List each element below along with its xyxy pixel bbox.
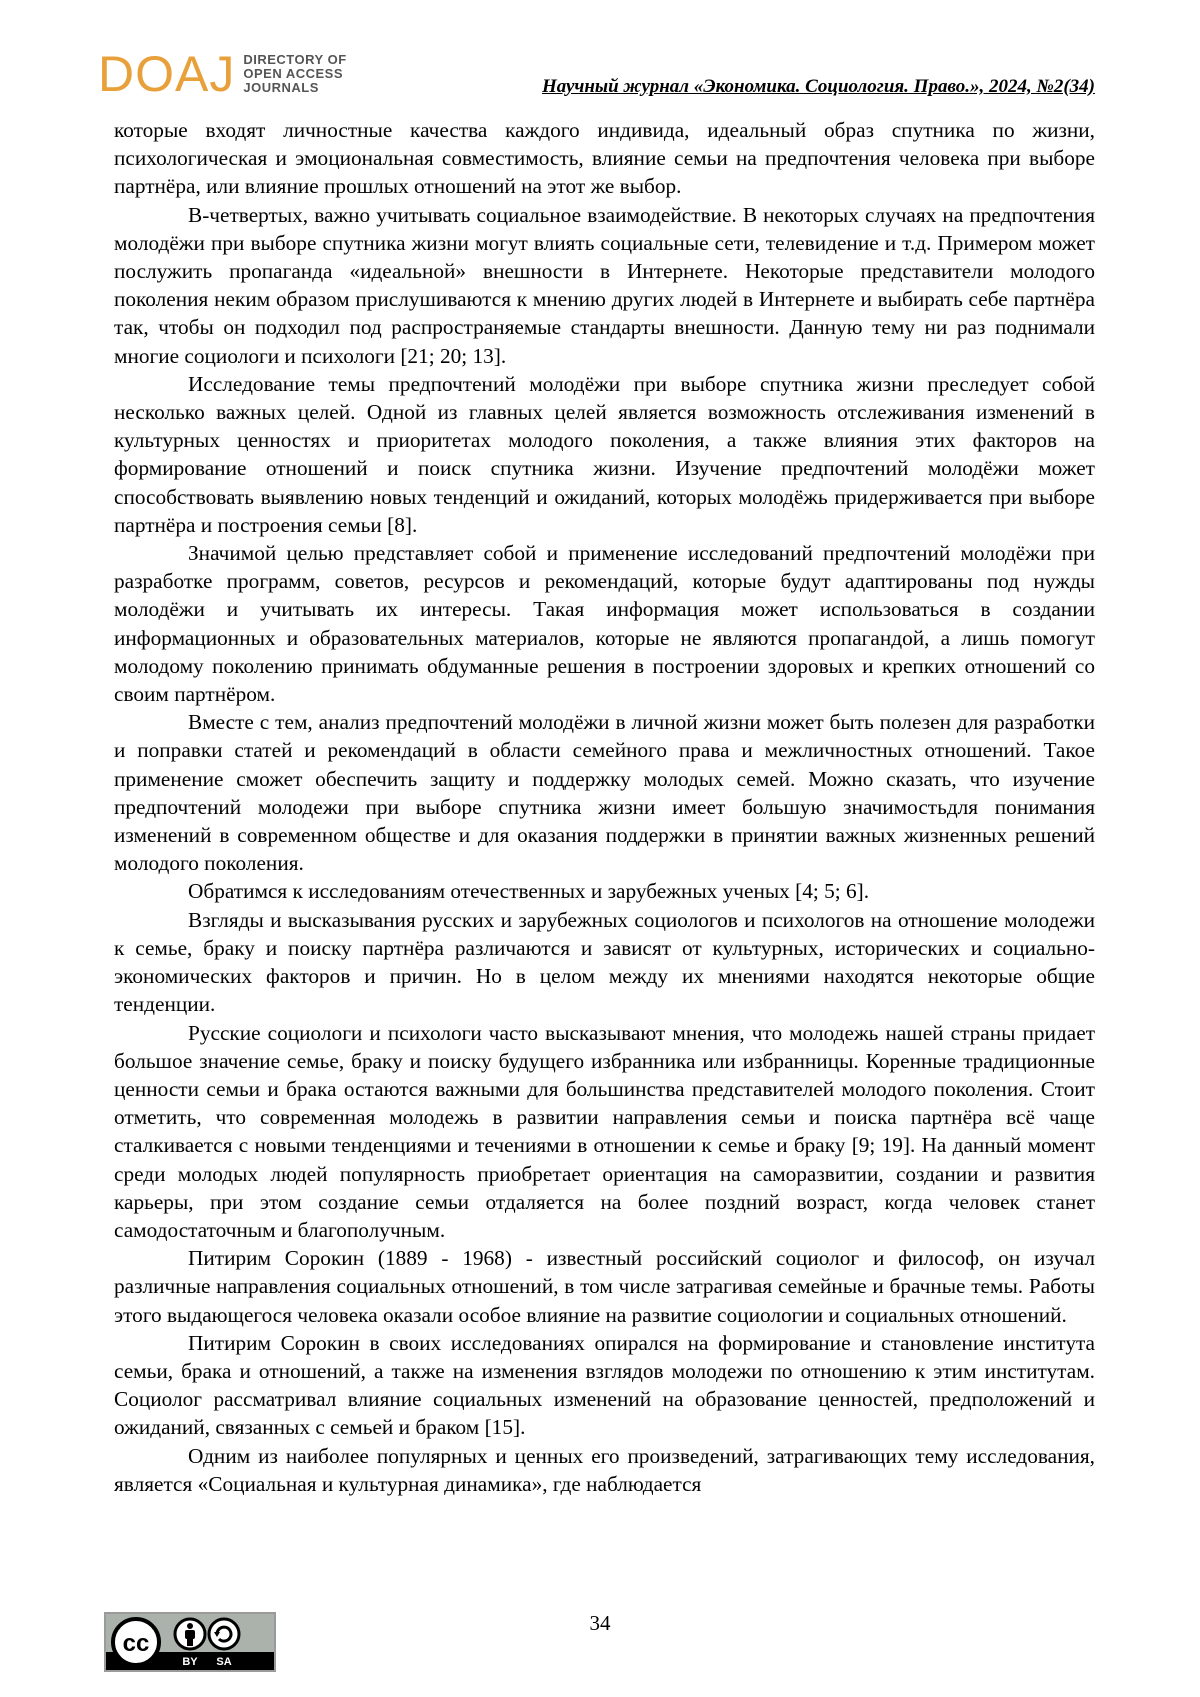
doaj-logo-subtitle [243, 53, 346, 95]
paragraph: которые входят личностные качества каждого индивида, идеальный образ спутника по жизни, психологическая и эмоциональная совместимость, влияние семьи на предпочтения человека при выборе партнёра, или влияние прошлых отношений на этот же выбор. [114, 116, 1095, 201]
doaj-logo-letters: DOAJ [98, 49, 235, 99]
license-by-label: BY [182, 1656, 198, 1668]
paragraph: Обратимся к исследованиям отечественных и зарубежных ученых [4; 5; 6]. [114, 877, 1095, 905]
paragraph: Взгляды и высказывания русских и зарубежных социологов и психологов на отношение молодежи к семье, браку и поиску партнёра различаются и зависят от культурных, исторических и социально-экономических факторов и причин. Но в целом между их мнениями находятся некоторые общие тенденции. [114, 906, 1095, 1019]
paragraph: В-четвертых, важно учитывать социальное взаимодействие. В некоторых случаях на предпочтения молодёжи при выборе спутника жизни могут влиять социальные сети, телевидение и т.д. Примером может послужить пропаганда «идеальной» внешности в Интернете. Некоторые представители молодого поколения неким образом прислушиваются к мнению других людей в Интернете и выбирать себе партнёра так, чтобы он подходил под распространяемые стандарты внешности. Данную тему ни раз поднимали многие социологи и психологи [21; 20; 13]. [114, 201, 1095, 370]
journal-title: Научный журнал «Экономика. Социология. Право.», 2024, №2(34) [440, 76, 1095, 98]
share-alike-icon [209, 1619, 239, 1649]
paragraph: Вместе с тем, анализ предпочтений молодёжи в личной жизни может быть полезен для разработки и поправки статей и рекомендаций в области семейного права и межличностных отношений. Такое применение сможет обеспечить защиту и поддержку молодых семей. Можно сказать, что изучение предпочтений молодежи при выборе спутника жизни имеет большую значимостьдля понимания изменений в современном обществе и для оказания поддержки в принятии важных жизненных решений молодого поколения. [114, 708, 1095, 877]
doaj-logo[interactable] [98, 48, 347, 100]
paragraph: Значимой целью представляет собой и применение исследований предпочтений молодёжи при разработке программ, советов, ресурсов и рекомендаций, которые будут адаптированы под нужды молодёжи и учитывать их интересы. Такая информация может использоваться в создании информационных и образовательных материалов, которые не являются пропагандой, а лишь помогут молодому поколению принимать обдуманные решения в построении здоровых и крепких отношений со своим партнёром. [114, 539, 1095, 708]
page-number: 34 [570, 1611, 630, 1636]
paragraph: Одним из наиболее популярных и ценных его произведений, затрагивающих тему исследования, является «Социальная и культурная динамика», где наблюдается [114, 1442, 1095, 1498]
license-sa-label: SA [216, 1656, 231, 1668]
doaj-subtitle-line: JOURNALS [243, 81, 346, 95]
cc-by-sa-license-badge[interactable] [104, 1612, 276, 1672]
paragraph: Русские социологи и психологи часто высказывают мнения, что молодежь нашей страны придает большое значение семье, браку и поиску будущего избранника или избранницы. Коренные традиционные ценности семьи и брака остаются важными для большинства представителей молодого поколения. Стоит отметить, что современная молодежь в развитии направления семьи и поиска партнёра всё чаще сталкивается с новыми тенденциями и течениями в отношении к семье и браку [9; 19]. На данный момент среди молодых людей популярность приобретает ориентация на саморазвитии, создании и развития карьеры, при этом создание семьи отдаляется на более поздний возраст, когда человек станет самодостаточным и благополучным. [114, 1019, 1095, 1245]
article-body [114, 116, 1095, 1498]
cc-license-graphic [106, 1614, 274, 1670]
cc-icon-label: cc [123, 1630, 150, 1657]
doaj-subtitle-line: DIRECTORY OF [243, 53, 346, 67]
paragraph: Исследование темы предпочтений молодёжи при выборе спутника жизни преследует собой несколько важных целей. Одной из главных целей является возможность отслеживания изменений в культурных ценностях и приоритетах молодого поколения, а также влияния этих факторов на формирование отношений и поиск спутника жизни. Изучение предпочтений молодёжи может способствовать выявлению новых тенденций и ожиданий, которых молодёжь придерживается при выборе партнёра и построения семьи [8]. [114, 370, 1095, 539]
doaj-subtitle-line: OPEN ACCESS [243, 67, 346, 81]
paragraph: Питирим Сорокин в своих исследованиях опирался на формирование и становление института семьи, брака и отношений, а также на изменения взглядов молодежи по отношению к этим институтам. Социолог рассматривал влияние социальных изменений на образование ценностей, предположений и ожиданий, связанных с семьей и браком [15]. [114, 1329, 1095, 1442]
page [0, 0, 1200, 1697]
paragraph: Питирим Сорокин (1889 - 1968) - известный российский социолог и философ, он изучал различные направления социальных отношений, в том числе затрагивая семейные и брачные темы. Работы этого выдающегося человека оказали особое влияние на развитие социологии и социальных отношений. [114, 1244, 1095, 1329]
